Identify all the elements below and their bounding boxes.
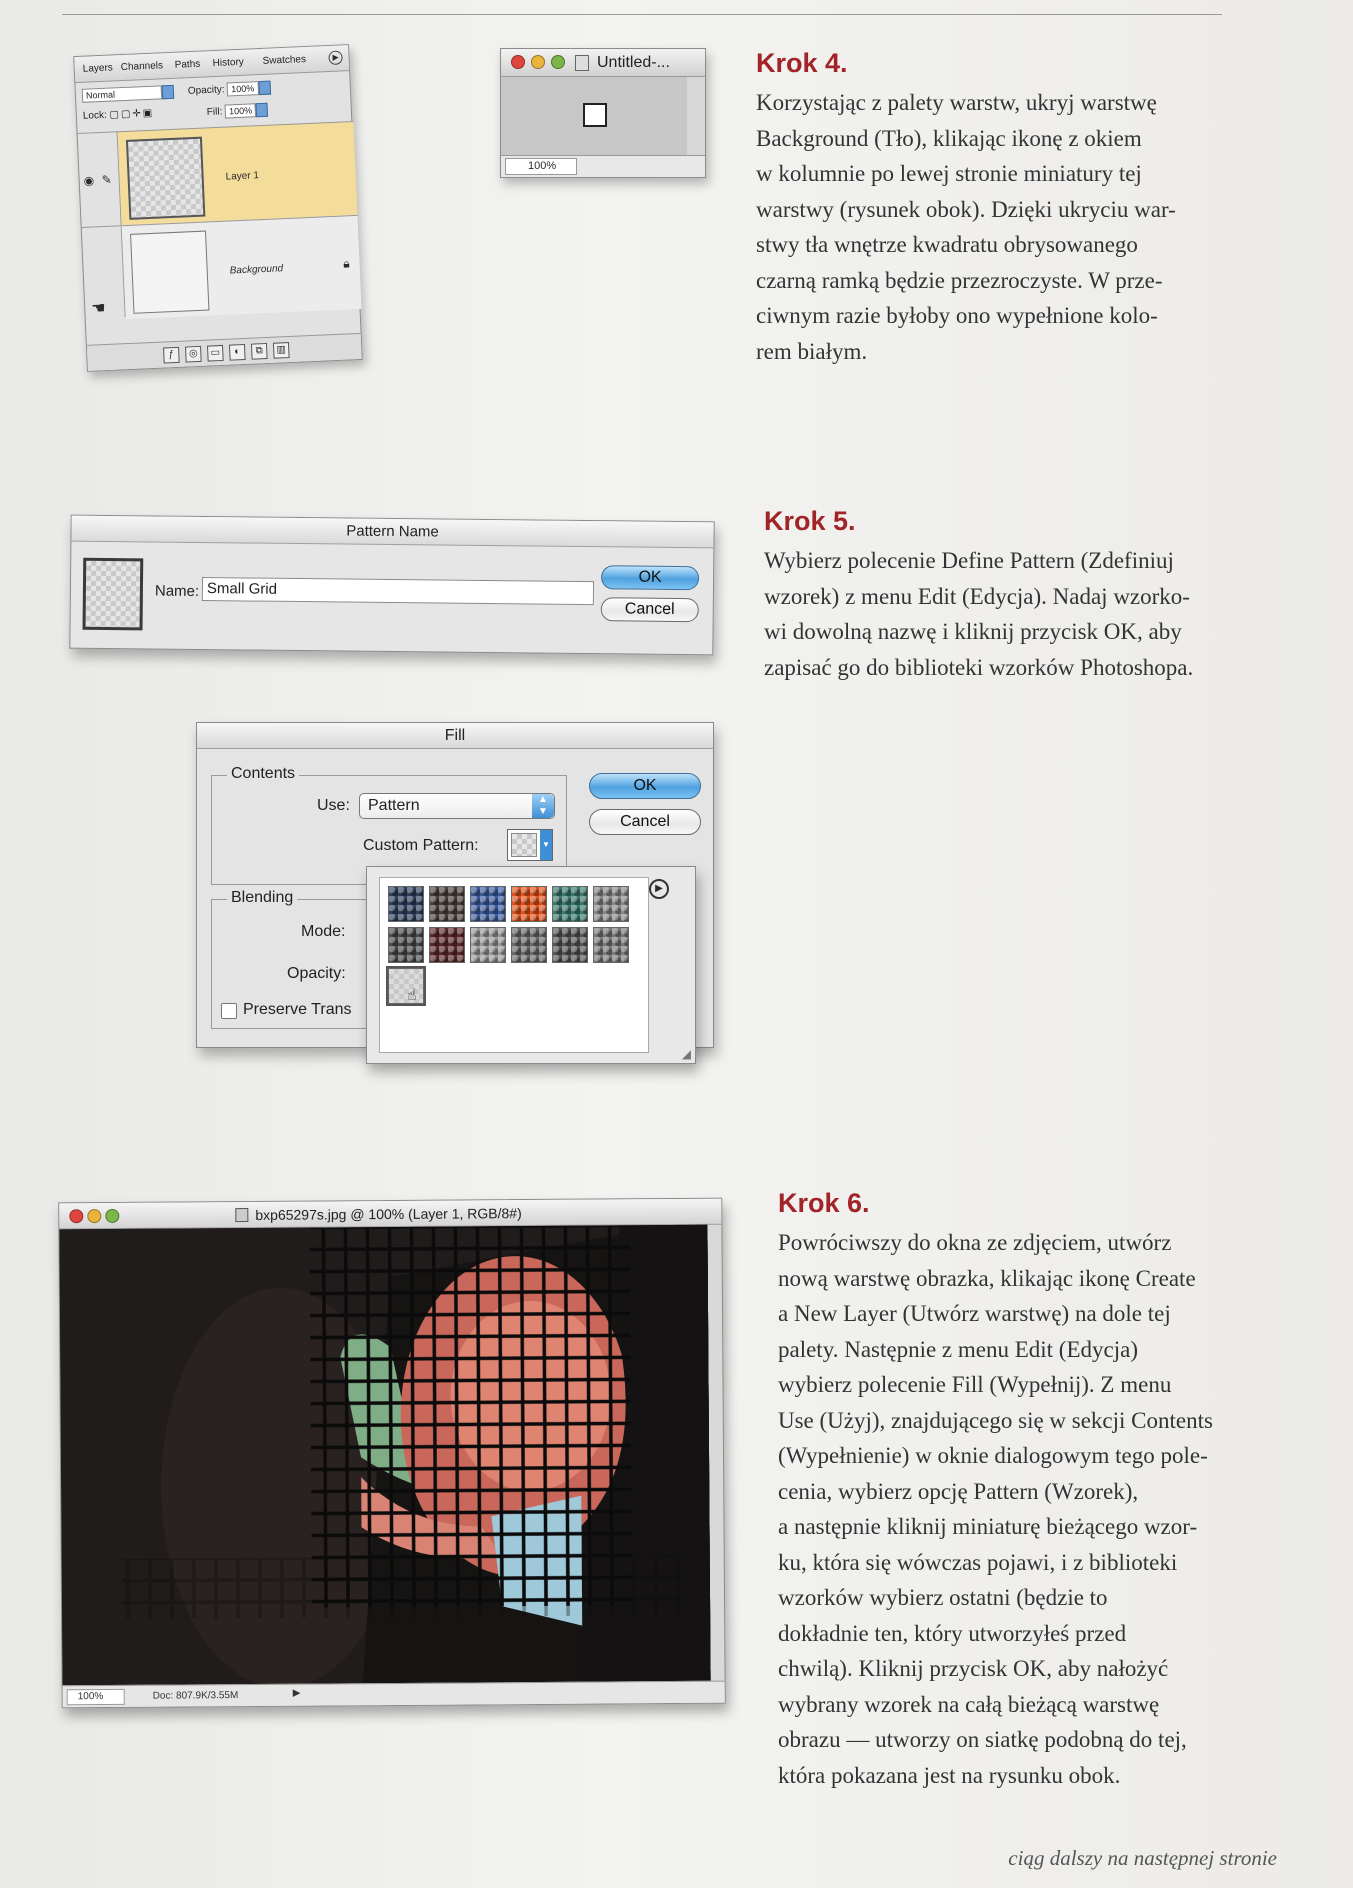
mode-label: Mode: bbox=[301, 923, 346, 940]
dialog-title: Pattern Name bbox=[71, 516, 713, 549]
tab-channels[interactable]: Channels bbox=[120, 60, 164, 74]
fill-ok-button[interactable]: OK bbox=[589, 773, 701, 799]
mask-icon[interactable]: ◎ bbox=[185, 346, 202, 363]
step-6 bbox=[778, 1188, 1338, 1793]
minimize-button-icon[interactable] bbox=[87, 1209, 101, 1223]
layer1-visibility-column bbox=[78, 131, 122, 227]
tab-history[interactable]: History bbox=[212, 56, 245, 70]
status-arrow-icon[interactable]: ▶ bbox=[292, 1687, 301, 1699]
pattern-swatch[interactable] bbox=[388, 886, 424, 922]
brush-icon: ✎ bbox=[101, 172, 113, 188]
photo-zoom-field[interactable]: 100% bbox=[67, 1689, 125, 1705]
pattern-swatch[interactable] bbox=[470, 886, 506, 922]
top-rule bbox=[62, 14, 1222, 15]
preserve-transparency-label: Preserve Trans bbox=[243, 1001, 352, 1018]
pattern-swatch[interactable] bbox=[388, 968, 424, 1004]
pattern-swatch[interactable] bbox=[552, 927, 588, 963]
tab-layers[interactable]: Layers bbox=[82, 62, 114, 75]
cancel-button[interactable]: Cancel bbox=[601, 597, 699, 622]
pattern-swatch[interactable] bbox=[511, 927, 547, 963]
lock-icons[interactable]: ▢▢✛▣ bbox=[109, 107, 155, 121]
use-select[interactable] bbox=[359, 793, 555, 819]
tab-swatches[interactable]: Swatches bbox=[262, 54, 307, 67]
document-icon bbox=[575, 55, 589, 71]
minimize-button-icon[interactable] bbox=[531, 55, 545, 69]
lock-label: Lock: bbox=[82, 109, 107, 122]
pattern-swatch[interactable] bbox=[593, 886, 629, 922]
fill-dialog-title: Fill bbox=[197, 723, 713, 749]
picker-menu-icon[interactable]: ▶ bbox=[649, 879, 669, 899]
grid-square bbox=[583, 103, 607, 127]
photo-canvas[interactable] bbox=[59, 1225, 710, 1686]
pattern-preview bbox=[83, 558, 144, 631]
pattern-swatch[interactable] bbox=[593, 927, 629, 963]
palette-menu-icon[interactable]: ▶ bbox=[328, 50, 343, 65]
fill-arrow-icon[interactable] bbox=[256, 103, 269, 118]
select-arrows-icon: ▲ ▼ bbox=[532, 794, 554, 818]
palette-bottom-bar bbox=[87, 333, 362, 371]
opacity-label: Opacity: bbox=[187, 84, 225, 97]
window-titlebar bbox=[501, 49, 705, 77]
photo-document-window bbox=[58, 1198, 726, 1709]
zoom-button-icon[interactable] bbox=[551, 55, 565, 69]
layer1-thumbnail bbox=[126, 137, 205, 220]
continued-footer: ciąg dalszy na następnej stronie bbox=[1008, 1846, 1277, 1870]
layers-palette bbox=[73, 44, 363, 372]
status-bar bbox=[501, 155, 705, 177]
fill-cancel-button[interactable]: Cancel bbox=[589, 809, 701, 835]
use-label: Use: bbox=[317, 797, 350, 814]
pattern-swatch[interactable] bbox=[552, 886, 588, 922]
chevron-down-icon: ▼ bbox=[540, 830, 552, 860]
pattern-swatch[interactable] bbox=[388, 927, 424, 963]
step-6-heading: Krok 6. bbox=[778, 1188, 870, 1218]
contents-label: Contents bbox=[227, 765, 299, 783]
layer-row-layer1[interactable] bbox=[118, 121, 358, 225]
pattern-name-dialog bbox=[69, 515, 714, 656]
step-4-heading: Krok 4. bbox=[756, 48, 848, 78]
step-4 bbox=[756, 48, 1276, 369]
lock-icon: 🔒︎ bbox=[342, 256, 350, 271]
custom-pattern-label: Custom Pattern: bbox=[363, 837, 479, 854]
custom-pattern-swatch[interactable] bbox=[507, 829, 553, 861]
step-6-text: Powróciwszy do okna ze zdjęciem, utwórz nową warstwę obrazka, klikając ikonę Create a New Layer (Utwórz warstwę) na dole tej palety. Następnie z menu Edit (Edycja) wybierz polecenie Fill (Wypełnij). Z menu Use (Użyj), znajdującego się w sekcji Contents (Wypełnienie) w oknie dialogowym tego pole- cenia, wybierz opcję Pattern (Wzorek), a następnie kliknij miniaturę bieżącego wzor- ku, która się wówczas pojawi, i z biblioteki wzorków wybierz ostatni (będzie to dokładnie ten, który utworzyłeś przed chwilą). Kliknij przycisk OK, aby nałożyć wybrany wzorek na całą bieżącą warstwę obrazu — utworzy on siatkę podobną do tej, która pokazana jest na rysunku obok. bbox=[778, 1230, 1213, 1788]
layer1-name: Layer 1 bbox=[225, 170, 260, 183]
hand-cursor-icon: ☝ bbox=[407, 987, 417, 1004]
step-5-text: Wybierz polecenie Define Pattern (Zdefiniuj wzorek) z menu Edit (Edycja). Nadaj wzorko- wi dowolną nazwę i kliknij przycisk OK, aby zapisać go do biblioteki wzorków Photoshopa. bbox=[764, 548, 1194, 680]
adjustment-layer-icon[interactable]: ◐ bbox=[229, 344, 246, 361]
pattern-thumbnail bbox=[511, 833, 537, 857]
new-set-icon[interactable]: ▭ bbox=[207, 345, 224, 362]
opacity-input[interactable]: 100% bbox=[227, 81, 259, 96]
pattern-swatch[interactable] bbox=[470, 927, 506, 963]
zoom-field[interactable]: 100% bbox=[505, 158, 577, 175]
step-5-heading: Krok 5. bbox=[764, 506, 856, 536]
document-canvas[interactable] bbox=[501, 77, 687, 155]
ok-button[interactable]: OK bbox=[601, 565, 699, 590]
name-label: Name: bbox=[154, 582, 200, 600]
step-5 bbox=[764, 506, 1324, 685]
pattern-swatch[interactable] bbox=[429, 927, 465, 963]
blend-mode-select[interactable]: Normal bbox=[82, 85, 163, 102]
preserve-transparency-checkbox[interactable] bbox=[221, 1003, 237, 1019]
fill-label: Fill: bbox=[206, 106, 223, 119]
eye-icon[interactable]: ◉ bbox=[83, 173, 95, 188]
photo-illustration bbox=[59, 1225, 710, 1686]
background-thumbnail bbox=[130, 231, 209, 314]
trash-icon[interactable]: ▥ bbox=[273, 342, 290, 359]
zoom-button-icon[interactable] bbox=[105, 1209, 119, 1223]
photo-status-bar bbox=[63, 1681, 725, 1708]
blending-label: Blending bbox=[227, 889, 297, 907]
fill-input[interactable]: 100% bbox=[225, 103, 257, 118]
layer-style-icon[interactable]: ƒ bbox=[163, 347, 180, 364]
blend-mode-arrow-icon[interactable] bbox=[162, 85, 175, 100]
window-title: Untitled-... bbox=[597, 54, 670, 71]
resize-grip-icon[interactable]: ◢ bbox=[681, 1047, 691, 1061]
pattern-picker-popup bbox=[366, 866, 696, 1064]
use-select-value: Pattern bbox=[368, 797, 420, 814]
pattern-swatch[interactable] bbox=[429, 886, 465, 922]
document-icon bbox=[235, 1208, 248, 1222]
photo-window-title: bxp65297s.jpg @ 100% (Layer 1, RGB/8#) bbox=[255, 1205, 522, 1223]
new-layer-icon[interactable]: ⧉ bbox=[251, 343, 268, 360]
tab-paths[interactable]: Paths bbox=[174, 58, 201, 71]
close-button-icon[interactable] bbox=[69, 1209, 83, 1223]
layer-row-background[interactable] bbox=[122, 215, 362, 319]
untitled-document-window bbox=[500, 48, 706, 178]
doc-size-info: Doc: 807.9K/3.55M bbox=[152, 1690, 239, 1702]
pattern-swatch[interactable] bbox=[511, 886, 547, 922]
pattern-library bbox=[379, 877, 649, 1053]
step-4-text: Korzystając z palety warstw, ukryj warstwę Background (Tło), klikając ikonę z okiem w kolumnie po lewej stronie miniatury tej warstwy (rysunek obok). Dzięki ukryciu war- stwy tła wnętrze kwadratu obrysowanego czarną ramką będzie przezroczyste. W prze- ciwnym razie byłoby ono wypełnione kolo- rem białym. bbox=[756, 90, 1176, 364]
close-button-icon[interactable] bbox=[511, 55, 525, 69]
opacity-label: Opacity: bbox=[287, 965, 346, 982]
name-input[interactable]: Small Grid bbox=[202, 577, 594, 605]
hand-cursor-icon: ☚ bbox=[90, 300, 106, 318]
opacity-arrow-icon[interactable] bbox=[258, 81, 271, 96]
palette-tabs bbox=[74, 45, 349, 83]
background-layer-name: Background bbox=[229, 263, 284, 277]
